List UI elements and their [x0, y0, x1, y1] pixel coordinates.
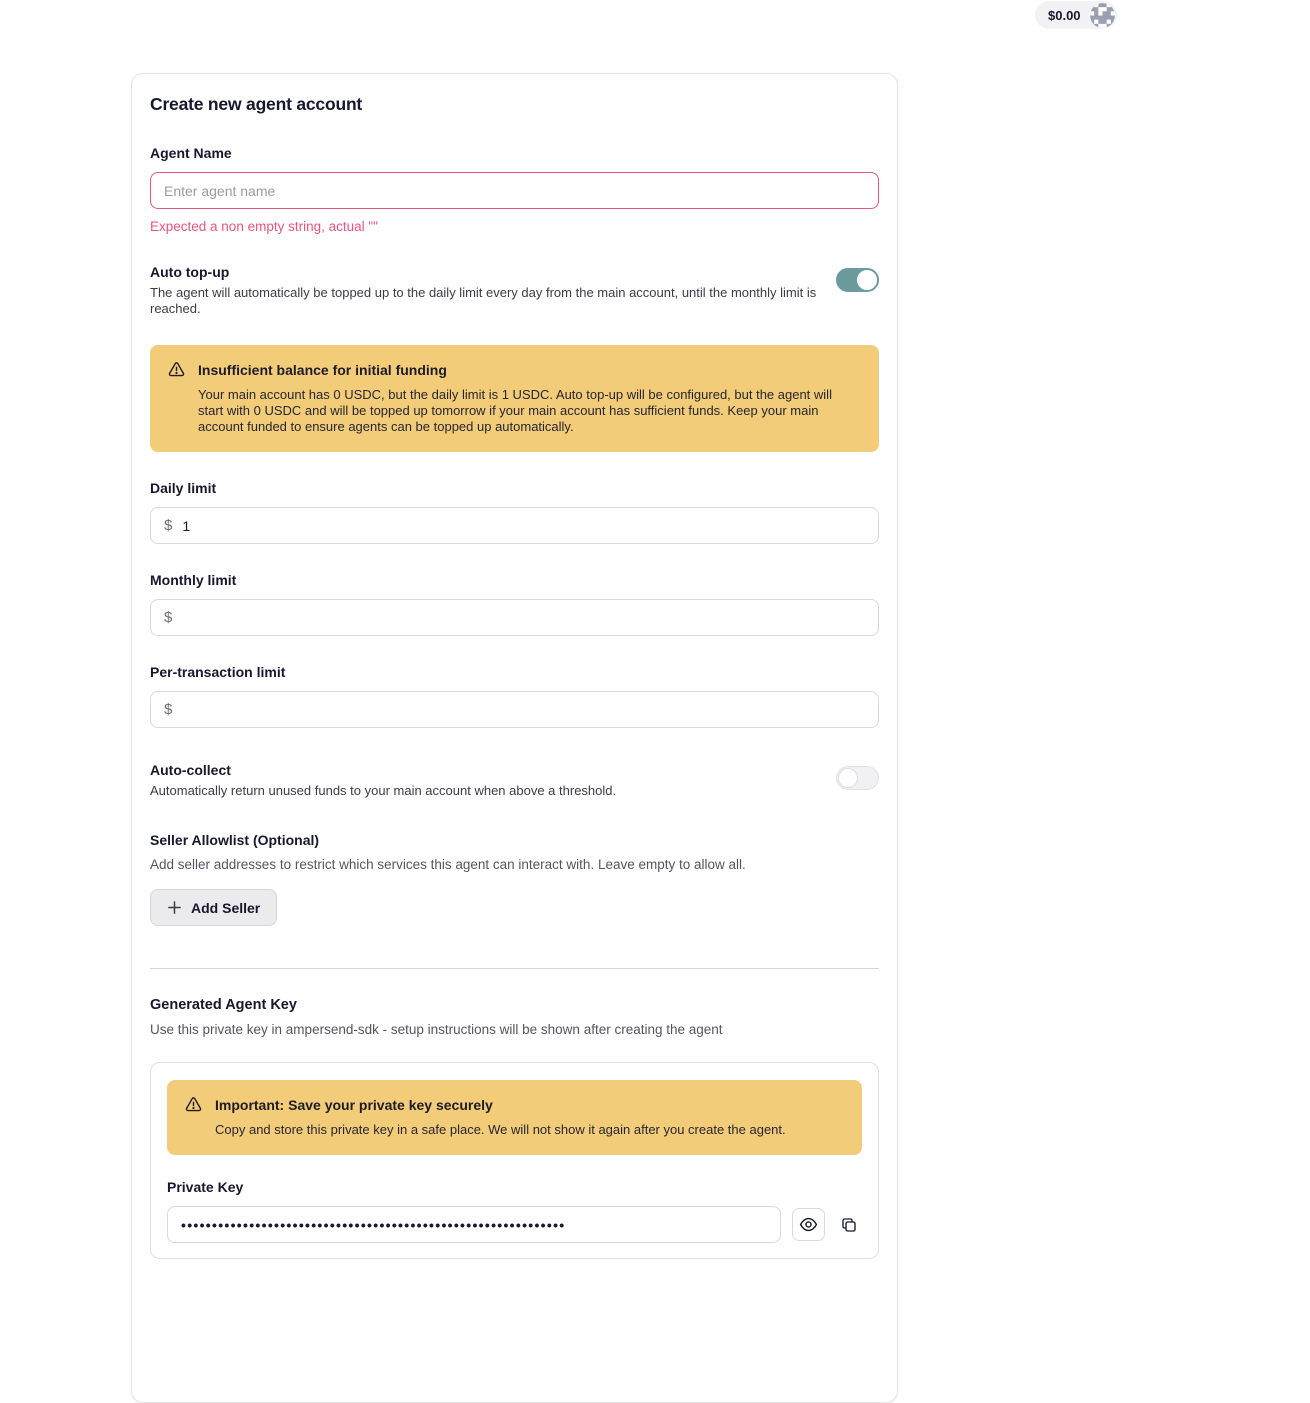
- banner-body: Your main account has 0 USDC, but the daily limit is 1 USDC. Auto top-up will be configured, but the agent will start with 0 USDC and will be topped up tomorrow if your main account has sufficient funds. Keep your main account funded to ensure agents can be topped up automatically.: [198, 387, 832, 434]
- insufficient-balance-banner: [150, 345, 879, 452]
- reveal-key-button[interactable]: [792, 1208, 825, 1241]
- agent-name-input[interactable]: [150, 172, 879, 209]
- seller-allowlist-label: Seller Allowlist (Optional): [150, 832, 320, 848]
- balance-pill[interactable]: [1035, 1, 1117, 29]
- warning-icon: [185, 1096, 202, 1113]
- auto-collect-section: [150, 762, 879, 799]
- auto-collect-label: Auto-collect: [150, 762, 231, 778]
- save-key-warning-banner: [167, 1080, 862, 1155]
- agent-name-label: Agent Name: [150, 145, 232, 161]
- daily-limit-input[interactable]: [182, 518, 865, 534]
- plus-icon: [167, 900, 182, 915]
- generated-key-box: [150, 1062, 879, 1259]
- auto-collect-description: Automatically return unused funds to your main account when above a threshold.: [150, 783, 617, 798]
- daily-limit-section: [150, 480, 879, 544]
- currency-prefix: $: [164, 609, 173, 626]
- page-title: Create new agent account: [150, 94, 363, 114]
- generated-key-description: Use this private key in ampersend-sdk - setup instructions will be shown after creating the agent: [150, 1022, 723, 1037]
- eye-icon: [799, 1215, 818, 1234]
- seller-allowlist-description: Add seller addresses to restrict which services this agent can interact with. Leave empty to allow all.: [150, 857, 746, 872]
- daily-limit-label: Daily limit: [150, 480, 217, 496]
- create-agent-card: [131, 73, 898, 1403]
- monthly-limit-input[interactable]: [182, 610, 865, 626]
- copy-key-button[interactable]: [836, 1208, 862, 1241]
- currency-prefix: $: [164, 517, 173, 534]
- toggle-knob: [838, 768, 858, 788]
- account-avatar-icon[interactable]: [1090, 3, 1115, 28]
- auto-topup-description: The agent will automatically be topped up to the daily limit every day from the main account, until the monthly limit is reached.: [150, 285, 817, 316]
- section-divider: [150, 968, 879, 969]
- private-key-label: Private Key: [167, 1179, 244, 1195]
- per-transaction-limit-input[interactable]: [182, 702, 865, 718]
- add-seller-label: Add Seller: [191, 899, 261, 916]
- currency-prefix: $: [164, 701, 173, 718]
- balance-amount: $0.00: [1048, 7, 1081, 23]
- per-transaction-limit-section: [150, 664, 879, 728]
- save-key-warning-body: Copy and store this private key in a safe place. We will not show it again after you create the agent.: [215, 1122, 786, 1137]
- auto-topup-label: Auto top-up: [150, 264, 230, 280]
- copy-icon: [840, 1216, 858, 1234]
- per-transaction-limit-label: Per-transaction limit: [150, 664, 286, 680]
- agent-name-section: [150, 145, 879, 234]
- banner-title: Insufficient balance for initial funding: [198, 361, 447, 378]
- auto-collect-toggle[interactable]: [836, 766, 879, 790]
- add-seller-button[interactable]: [150, 889, 277, 926]
- generated-key-title: Generated Agent Key: [150, 997, 297, 1013]
- private-key-input[interactable]: [167, 1206, 781, 1243]
- warning-icon: [168, 361, 185, 378]
- toggle-knob: [857, 270, 877, 290]
- auto-topup-toggle[interactable]: [836, 268, 879, 292]
- seller-allowlist-section: [150, 832, 879, 926]
- auto-topup-section: [150, 264, 879, 317]
- agent-name-error: Expected a non empty string, actual "": [150, 219, 378, 234]
- monthly-limit-label: Monthly limit: [150, 572, 237, 588]
- monthly-limit-section: [150, 572, 879, 636]
- generated-key-section: [150, 997, 879, 1259]
- save-key-warning-title: Important: Save your private key securely: [215, 1096, 493, 1113]
